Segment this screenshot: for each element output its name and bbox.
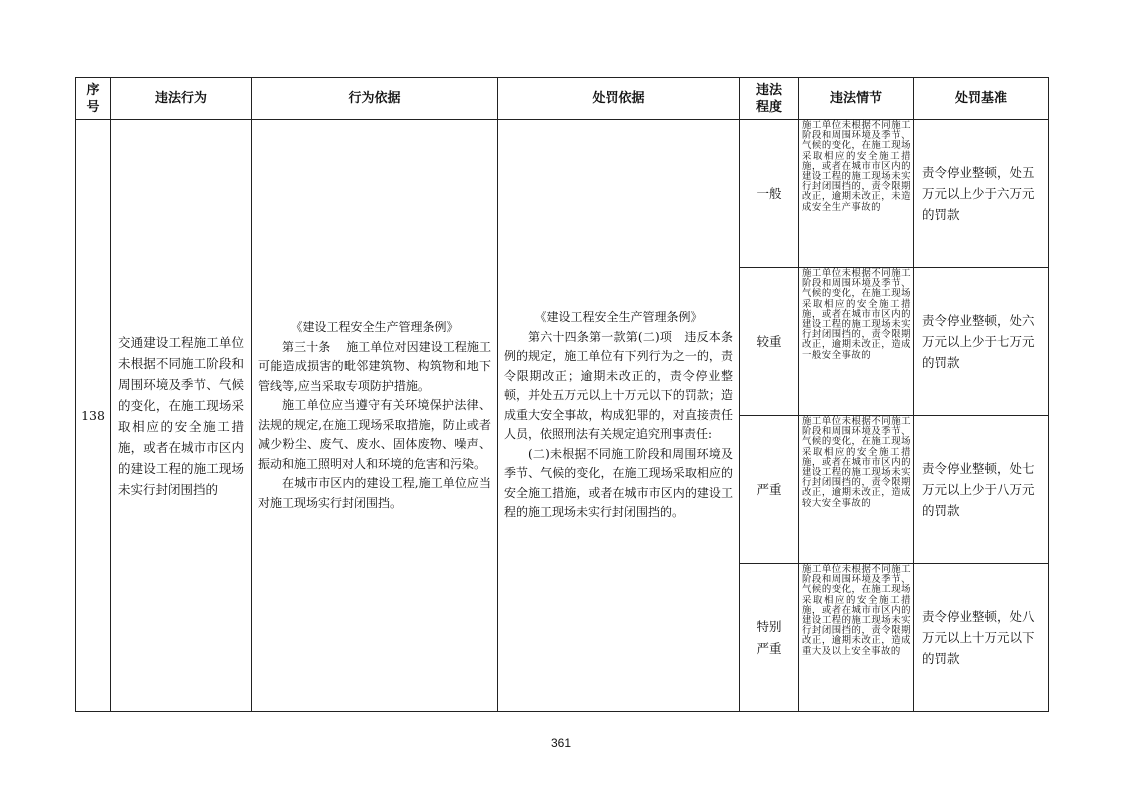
header-standard: 处罚基准 bbox=[914, 78, 1049, 120]
table-row bbox=[76, 120, 1049, 268]
penalty-table bbox=[75, 77, 1049, 712]
header-behavior: 违法行为 bbox=[111, 78, 252, 120]
row-seq: 138 bbox=[76, 120, 111, 712]
standard-cell: 责令停业整顿，处八万元以上十万元以下的罚款 bbox=[914, 564, 1049, 712]
basis-paragraph: 施工单位应当遵守有关环境保护法律、法规的规定,在施工现场采取措施，防止或者减少粉尘、废气、废水、固体废物、噪声、振动和施工照明对人和环境的危害和污染。 bbox=[258, 398, 491, 471]
circumstance-cell: 施工单位未根据不同施工阶段和周围环境及季节、气候的变化，在施工现场采取相应的安全施工措施，或者在城市市区内的建设工程的施工现场未实行封闭围挡的，责令限期改正，逾期未改正，未造成安全生产事故的 bbox=[799, 120, 914, 268]
degree-cell: 特别 严重 bbox=[740, 564, 799, 712]
penalty-basis-paragraph: 第六十四条第一款第(二)项 违反本条例的规定，施工单位有下列行为之一的，责令限期改正；逾期未改正的，责令停业整顿，并处五万元以上十万元以下的罚款；造成重大安全事故，构成犯罪的，对直接责任人员，依照刑法有关规定追究刑事责任: bbox=[504, 329, 733, 442]
header-basis: 行为依据 bbox=[252, 78, 498, 120]
standard-cell: 责令停业整顿，处七万元以上少于八万元的罚款 bbox=[914, 416, 1049, 564]
standard-cell: 责令停业整顿，处六万元以上少于七万元的罚款 bbox=[914, 268, 1049, 416]
header-row bbox=[76, 78, 1049, 120]
circumstance-cell: 施工单位未根据不同施工阶段和周围环境及季节、气候的变化，在施工现场采取相应的安全施工措施，或者在城市市区内的建设工程的施工现场未实行封闭围挡的，责令限期改正，逾期未改正，造成重大及以上安全事故的 bbox=[799, 564, 914, 712]
header-seq: 序 号 bbox=[76, 78, 111, 120]
basis-paragraph: 第三十条 施工单位对因建设工程施工可能造成损害的毗邻建筑物、构筑物和地下管线等,应当采取专项防护措施。 bbox=[258, 339, 491, 393]
header-penalty-basis: 处罚依据 bbox=[498, 78, 740, 120]
basis-paragraph: 在城市市区内的建设工程,施工单位应当对施工现场实行封闭围挡。 bbox=[258, 476, 491, 510]
degree-cell: 严重 bbox=[740, 416, 799, 564]
header-circumstance: 违法情节 bbox=[799, 78, 914, 120]
row-penalty-basis bbox=[498, 120, 740, 712]
penalty-basis-paragraph: (二)未根据不同施工阶段和周围环境及季节、气候的变化，在施工现场采取相应的安全施工措施，或者在城市市区内的建设工程的施工现场未实行封闭围挡的。 bbox=[504, 446, 733, 520]
row-behavior: 交通建设工程施工单位未根据不同施工阶段和周围环境及季节、气候的变化，在施工现场采取相应的安全施工措施，或者在城市市区内的建设工程的施工现场未实行封闭围挡的 bbox=[111, 120, 252, 712]
circumstance-cell: 施工单位未根据不同施工阶段和周围环境及季节、气候的变化，在施工现场采取相应的安全施工措施，或者在城市市区内的建设工程的施工现场未实行封闭围挡的，责令限期改正，逾期未改正，造成一般安全事故的 bbox=[799, 268, 914, 416]
degree-cell: 一般 bbox=[740, 120, 799, 268]
row-basis bbox=[252, 120, 498, 712]
degree-cell: 较重 bbox=[740, 268, 799, 416]
header-degree: 违法 程度 bbox=[740, 78, 799, 120]
page-number: 361 bbox=[550, 736, 572, 750]
standard-cell: 责令停业整顿，处五万元以上少于六万元的罚款 bbox=[914, 120, 1049, 268]
penalty-basis-title: 《建设工程安全生产管理条例》 bbox=[534, 310, 703, 325]
circumstance-cell: 施工单位未根据不同施工阶段和周围环境及季节、气候的变化，在施工现场采取相应的安全施工措施，或者在城市市区内的建设工程的施工现场未实行封闭围挡的，责令限期改正，逾期未改正，造成较大安全事故的 bbox=[799, 416, 914, 564]
basis-title: 《建设工程安全生产管理条例》 bbox=[290, 320, 459, 334]
